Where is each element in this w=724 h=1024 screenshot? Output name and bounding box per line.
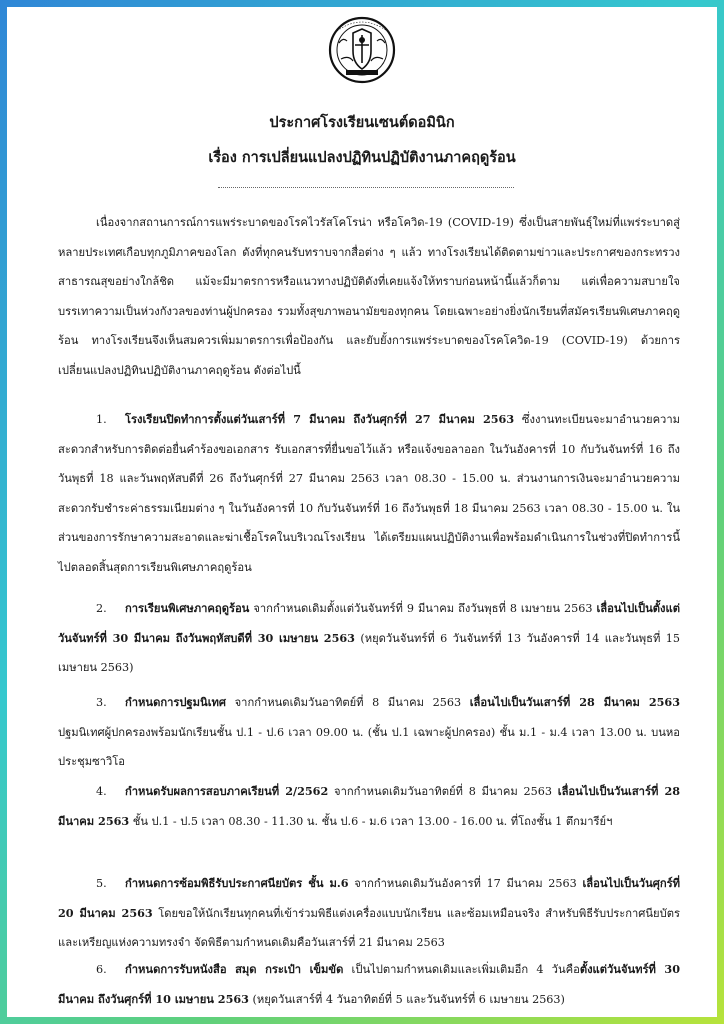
item-highlight: เลื่อนไปเป็นวันศุกร์ที่ 20 มีนาคม 2563 [58, 876, 680, 920]
announcement-title: ประกาศโรงเรียนเซนต์ดอมินิก [269, 114, 455, 131]
item-heading: โรงเรียนปิดทำการตั้งแต่วันเสาร์ที่ 7 มีนาคม ถึงวันศุกร์ที่ 27 มีนาคม 2563 [125, 412, 515, 426]
item-highlight: เลื่อนไปเป็นตั้งแต่วันจันทร์ที่ 30 มีนาคม ถึงวันพฤหัสบดีที่ 30 เมษายน 2563 [58, 601, 680, 645]
item-number: 5. [96, 877, 107, 890]
item-heading: กำหนดรับผลการสอบภาคเรียนที่ 2/2562 [125, 784, 329, 798]
item-body: จากกำหนดเดิมวันอังคารที่ 17 มีนาคม 2563 [348, 877, 583, 890]
item-number: 2. [96, 602, 107, 615]
item-body: จากกำหนดเดิมวันอาทิตย์ที่ 8 มีนาคม 2563 [328, 785, 558, 798]
item-heading: กำหนดการปฐมนิเทศ [125, 695, 227, 709]
announcement-subject: เรื่อง การเปลี่ยนแปลงปฏิทินปฏิบัติงานภาคฤดูร้อน [208, 149, 516, 166]
item-heading: กำหนดการรับหนังสือ สมุด กระเป๋า เข็มขัด [125, 962, 344, 976]
item-heading: กำหนดการซ้อมพิธีรับประกาศนียบัตร ชั้น ม.6 [125, 876, 349, 890]
list-item [58, 594, 680, 683]
title-divider [218, 187, 514, 188]
item-highlight: เลื่อนไปเป็นวันเสาร์ที่ 28 มีนาคม 2563 [58, 784, 681, 828]
document-page [7, 7, 717, 1017]
item-tail: ปฐมนิเทศผู้ปกครองพร้อมนักเรียนชั้น ป.1 - ป.6 เวลา 09.00 น. (ชั้น ป.1 เฉพาะผู้ปกครอง) ชั้น ม.1 - ม.4 เวลา 13.00 น. บนหอประชุมซาวิโอ [58, 725, 680, 769]
item-highlight: เลื่อนไปเป็นวันเสาร์ที่ 28 มีนาคม 2563 [469, 695, 680, 709]
list-item [58, 405, 680, 583]
item-heading: การเรียนพิเศษภาคฤดูร้อน [125, 601, 250, 615]
item-number: 6. [96, 963, 107, 976]
item-tail: (หยุดวันเสาร์ที่ 4 วันอาทิตย์ที่ 5 และวันจันทร์ที่ 6 เมษายน 2563) [248, 992, 565, 1006]
list-item [58, 955, 680, 1014]
school-logo [319, 15, 405, 85]
item-tail: โดยขอให้นักเรียนทุกคนที่เข้าร่วมพิธีแต่งเครื่องแบบนักเรียน และซ้อมเหมือนจริง สำหรับพิธีรับประกาศนียบัตรและเหรียญแห่งความทรงจำ จัดพิธีตามกำหนดเดิมคือวันเสาร์ที่ 21 มีนาคม 2563 [58, 906, 680, 950]
item-tail: (หยุดวันจันทร์ที่ 6 วันจันทร์ที่ 13 วันอังคารที่ 14 และวันพุธที่ 15 เมษายน 2563) [58, 631, 680, 675]
item-body: จากกำหนดเดิมตั้งแต่วันจันทร์ที่ 9 มีนาคม ถึงวันพุธที่ 8 เมษายน 2563 [249, 602, 597, 615]
list-item [58, 869, 680, 958]
item-number: 4. [96, 785, 107, 798]
item-body: จากกำหนดเดิมวันอาทิตย์ที่ 8 มีนาคม 2563 [226, 696, 470, 709]
item-tail: ชั้น ป.1 - ป.5 เวลา 08.30 - 11.30 น. ชั้น ป.6 - ม.6 เวลา 13.00 - 16.00 น. ที่โถงชั้น 1 ตึกมารีย์ฯ [129, 814, 613, 828]
item-body: ซึ่งงานทะเบียนจะมาอำนวยความสะดวกสำหรับการติดต่อยื่นคำร้องขอเอกสาร รับเอกสารที่ยื่นขอไว้แล้ว หรือแจ้งขอลาออก ในวันอังคารที่ 10 กับวันจันทร์ที่ 16 ถึงวันพุธที่ 18 และวันพฤหัสบดีที่ 26 ถึงวันศุกร์ที่ 27 มีนาคม 2563 เวลา 08.30 - 15.00 น. ส่วนงานการเงินจะมาอำนวยความสะดวกรับชำระค่าธรรมเนียมต่าง ๆ ในวันอังคารที่ 10 กับวันจันทร์ที่ 16 ถึงวันพุธที่ 18 มีนาคม 2563 เวลา 08.30 - 15.00 น. ในส่วนของการรักษาความสะอาดและฆ่าเชื้อโรคในบริเวณโรงเรียน ได้เตรียมแผนปฏิบัติงานเพื่อพร้อมดำเนินการในช่วงที่ปิดทำการนี้ ไปตลอดสิ้นสุดการเรียนพิเศษภาคฤดูร้อน [58, 413, 680, 574]
list-item [58, 688, 680, 777]
intro-paragraph: เนื่องจากสถานการณ์การแพร่ระบาดของโรคไวรัสโคโรน่า หรือโควิด-19 (COVID-19) ซึ่งเป็นสายพันธุ์ใหม่ที่แพร่ระบาดสู่หลายประเทศเกือบทุกภูมิภาคของโลก ดังที่ทุกคนรับทราบจากสื่อต่าง ๆ แล้ว ทางโรงเรียนได้ติดตามข่าวและประกาศของกระทรวงสาธารณสุขอย่างใกล้ชิด แม้จะมีมาตรการหรือแนวทางปฏิบัติดังที่เคยแจ้งให้ทราบก่อนหน้านี้แล้วก็ตาม แต่เพื่อความสบายใจ บรรเทาความเป็นห่วงกังวลของท่านผู้ปกครอง รวมทั้งสุขภาพอนามัยของทุกคน โดยเฉพาะอย่างยิ่งนักเรียนที่สมัครเรียนพิเศษภาคฤดูร้อน ทางโรงเรียนจึงเห็นสมควรเพิ่มมาตรการเพื่อป้องกัน และยับยั้งการแพร่ระบาดของโรคโควิด-19 (COVID-19) ด้วยการเปลี่ยนแปลงปฏิทินปฏิบัติงานภาคฤดูร้อน ดังต่อไปนี้ [58, 216, 680, 377]
item-number: 3. [96, 696, 107, 709]
list-item [58, 777, 680, 836]
item-body: เป็นไปตามกำหนดเดิมและเพิ่มเติมอีก 4 วันคือ [343, 963, 580, 976]
item-highlight: ตั้งแต่วันจันทร์ที่ 30 มีนาคม ถึงวันศุกร์ที่ 10 เมษายน 2563 [58, 962, 681, 1006]
item-number: 1. [96, 413, 107, 426]
